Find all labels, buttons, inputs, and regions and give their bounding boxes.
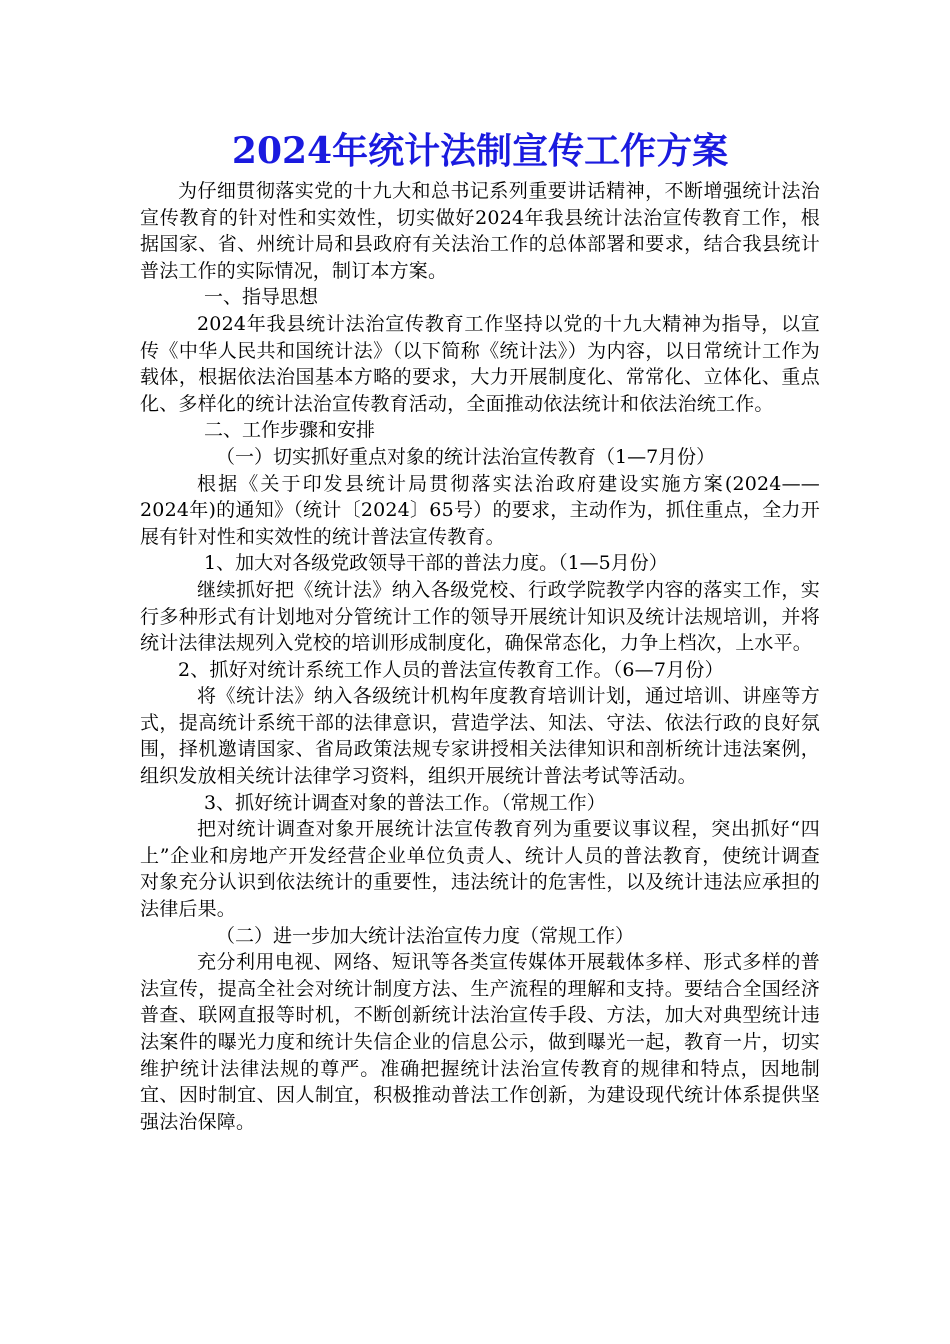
subsection-heading-key-targets: （一）切实抓好重点对象的统计法治宣传教育（1—7月份） [216,445,716,468]
section-body-guiding-ideology: 2024年我县统计法治宣传教育工作坚持以党的十九大精神为指导，以宣传《中华人民共和国统计法》（以下简称《统计法》）为内容，以日常统计工作为载体，根据依法治国基本方略的要求，大力开展制度化、常常化、立体化、重点化、多样化的统计法治宣传教育活动，全面推动依法统计和依法治统工作。 [140,312,820,415]
item-body-staff: 将《统计法》纳入各级统计机构年度教育培训计划，通过培训、讲座等方式，提高统计系统干部的法律意识，营造学法、知法、守法、依法行政的良好氛围，择机邀请国家、省局政策法规专家讲授相关法律知识和剖析统计违法案例，组织发放相关统计法律学习资料，组织开展统计普法考试等活动。 [140,685,820,788]
document-title: 2024年统计法制宣传工作方案 [231,130,729,172]
section-heading-guiding-ideology: 一、指导思想 [204,286,319,309]
subsection-heading-publicity: （二）进一步加大统计法治宣传力度（常规工作） [216,924,635,947]
intro-paragraph: 为仔细贯彻落实党的十九大和总书记系列重要讲话精神，不断增强统计法治宣传教育的针对性和实效性，切实做好2024年我县统计法治宣传教育工作，根据国家、省、州统计局和县政府有关法治工作的总体部署和要求，结合我县统计普法工作的实际情况，制订本方案。 [140,180,820,282]
subsection-body-publicity: 充分利用电视、网络、短讯等各类宣传媒体开展载体多样、形式多样的普法宣传，提高全社会对统计制度方法、生产流程的理解和支持。要结合全国经济普查、联网直报等时机，不断创新统计法治宣传手段、方法，加大对典型统计违法案件的曝光力度和统计失信企业的信息公示，做到曝光一起，教育一片，切实维护统计法律法规的尊严。准确把握统计法治宣传教育的规律和特点，因地制宜、因时制宜、因人制宜，积极推动普法工作创新，为建设现代统计体系提供坚强法治保障。 [140,951,820,1133]
item-body-leaders: 继续抓好把《统计法》纳入各级党校、行政学院教学内容的落实工作，实行多种形式有计划地对分管统计工作的领导开展统计知识及统计法规培训，并将统计法律法规列入党校的培训形成制度化，确保常态化，力争上档次，上水平。 [140,578,820,655]
item-heading-survey-objects: 3、抓好统计调查对象的普法工作。（常规工作） [204,791,606,814]
item-heading-leaders: 1、加大对各级党政领导干部的普法力度。（1—5月份） [204,552,668,575]
document-page [140,128,820,1135]
section-heading-steps: 二、工作步骤和安排 [204,419,376,442]
subsection-body-key-targets: 根据《关于印发县统计局贯彻落实法治政府建设实施方案(2024——2024年)的通知》（统计〔2024〕65号）的要求，主动作为，抓住重点，全力开展有针对性和实效性的统计普法宣传教育。 [140,472,820,548]
item-heading-staff: 2、抓好对统计系统工作人员的普法宣传教育工作。（6—7月份） [178,658,724,681]
item-body-survey-objects: 把对统计调查对象开展统计法宣传教育列为重要议事议程，突出抓好“四上”企业和房地产开发经营企业单位负责人、统计人员的普法教育，使统计调查对象充分认识到依法统计的重要性，违法统计的危害性，以及统计违法应承担的法律后果。 [140,818,820,921]
